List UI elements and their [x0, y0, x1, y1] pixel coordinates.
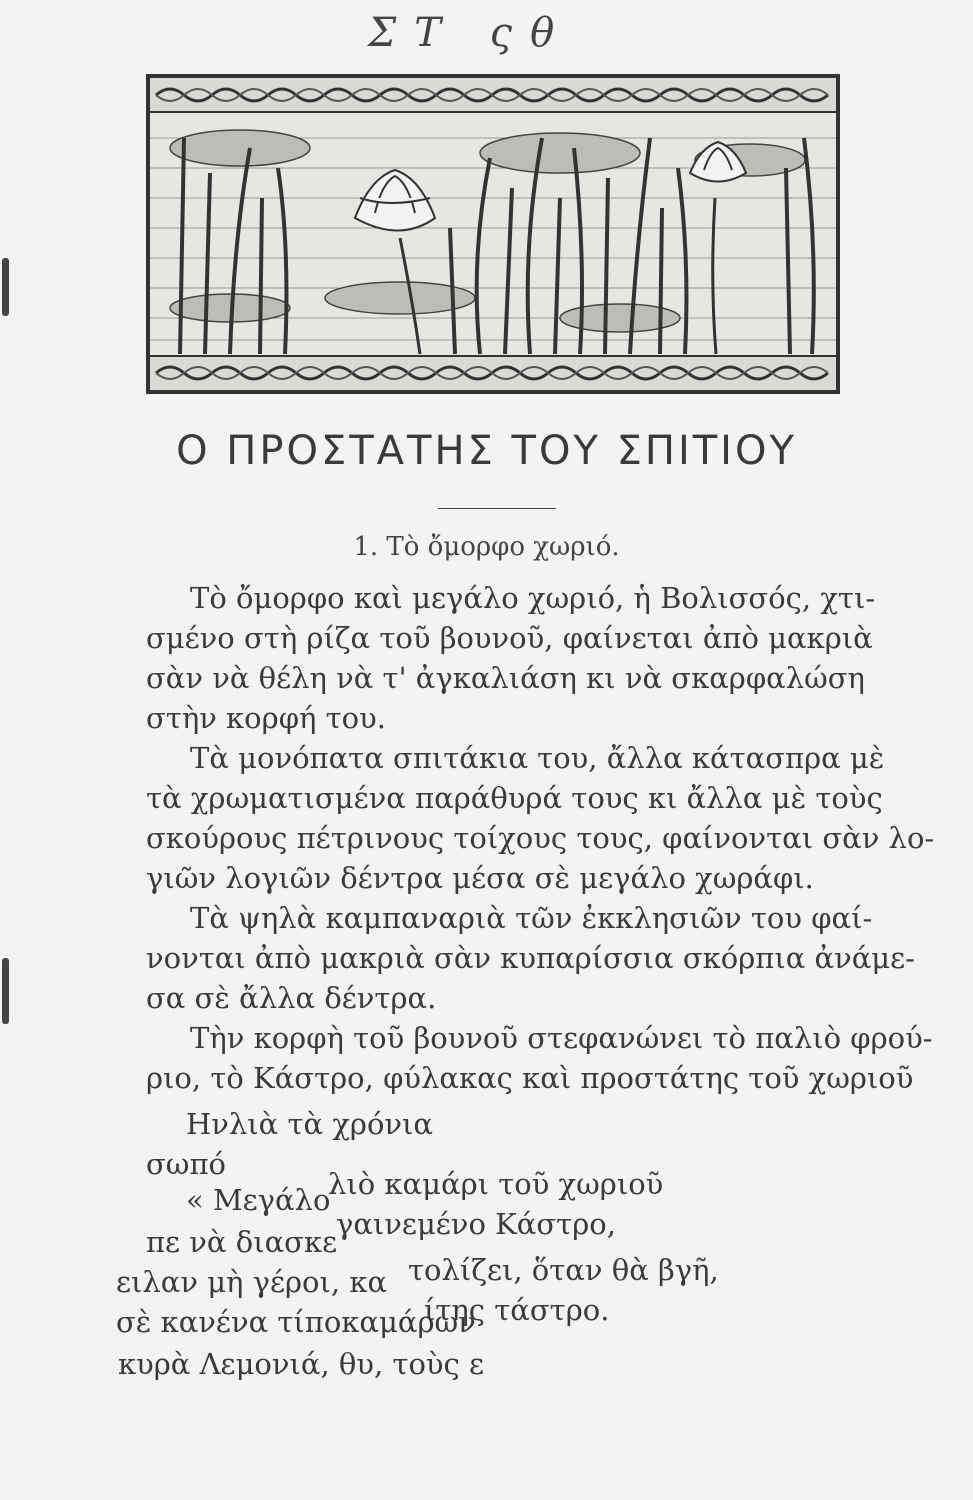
text-line: στὴν κορφή του. [146, 701, 386, 735]
text-fragment: ειλαν μὴ γέροι, κα [116, 1265, 388, 1299]
text-line: Τὴν κορφὴ τοῦ βουνοῦ στεφανώνει τὸ παλιὸ φρού- [190, 1021, 933, 1055]
binding-mark-bottom [2, 958, 9, 1024]
text-fragment: κυρὰ Λεμονιά, θυ, τοὺς ε [118, 1347, 485, 1381]
section-heading: 1. Τὸ ὄμορφο χωριό. [353, 532, 620, 562]
text-line: σκούρους πέτρινους τοίχους τους, φαίνονται σὰν λο- [146, 821, 935, 855]
text-fragment: πε νὰ διασκε [146, 1225, 338, 1259]
text-line: νονται ἀπὸ μακριὰ σὰν κυπαρίσσια σκόρπια ἀνάμε- [146, 941, 915, 975]
text-fragment: τολίζει, ὅταν θὰ βγῆ, [408, 1253, 719, 1287]
text-line: Τὰ ψηλὰ καμπαναριὰ τῶν ἐκκλησιῶν του φαί- [190, 901, 873, 935]
chapter-title: Ο ΠΡΟΣΤΑΤΗΣ ΤΟΥ ΣΠΙΤΙΟΥ [176, 428, 797, 474]
header-illustration [146, 74, 840, 394]
text-line: ριο, τὸ Κάστρο, φύλακας καὶ προστάτης τοῦ χωριοῦ [146, 1061, 914, 1095]
text-line: σα σὲ ἄλλα δέντρα. [146, 981, 437, 1015]
text-line: γιῶν λογιῶν δέντρα μέσα σὲ μεγάλο χωράφι. [146, 861, 814, 895]
handwritten-mark: ΣΤ ςθ [368, 10, 573, 56]
text-fragment: ίτης τάστρο. [424, 1293, 610, 1327]
text-line: σὰν νὰ θέλη νὰ τ' ἀγκαλιάση κι νὰ σκαρφαλώση [146, 661, 865, 695]
text-line: σμένο στὴ ρίζα τοῦ βουνοῦ, φαίνεται ἀπὸ μακριὰ [146, 621, 873, 655]
text-fragment: λιὸ καμάρι τοῦ χωριοῦ [328, 1167, 664, 1201]
body-text [146, 578, 935, 1098]
binding-mark-top [2, 258, 9, 316]
title-divider [438, 508, 556, 509]
text-fragment: « Μεγάλο [186, 1183, 331, 1217]
text-fragment: σωπό [146, 1147, 226, 1181]
text-line: Τὸ ὄμορφο καὶ μεγάλο χωριό, ἡ Βολισσός, χτι- [190, 581, 876, 615]
text-fragment: γαινεμένο Κάστρο, [336, 1207, 616, 1241]
text-fragment: σὲ κανένα τίποκαμάρων [116, 1305, 476, 1339]
overlapping-text-block [0, 1104, 973, 1381]
text-line: Τὰ μονόπατα σπιτάκια του, ἄλλα κάτασπρα μὲ [190, 741, 885, 775]
text-fragment: Ηνλιὰ τὰ χρόνια [186, 1107, 433, 1141]
text-line: τὰ χρωματισμένα παράθυρά τους κι ἄλλα μὲ τοὺς [146, 781, 883, 815]
